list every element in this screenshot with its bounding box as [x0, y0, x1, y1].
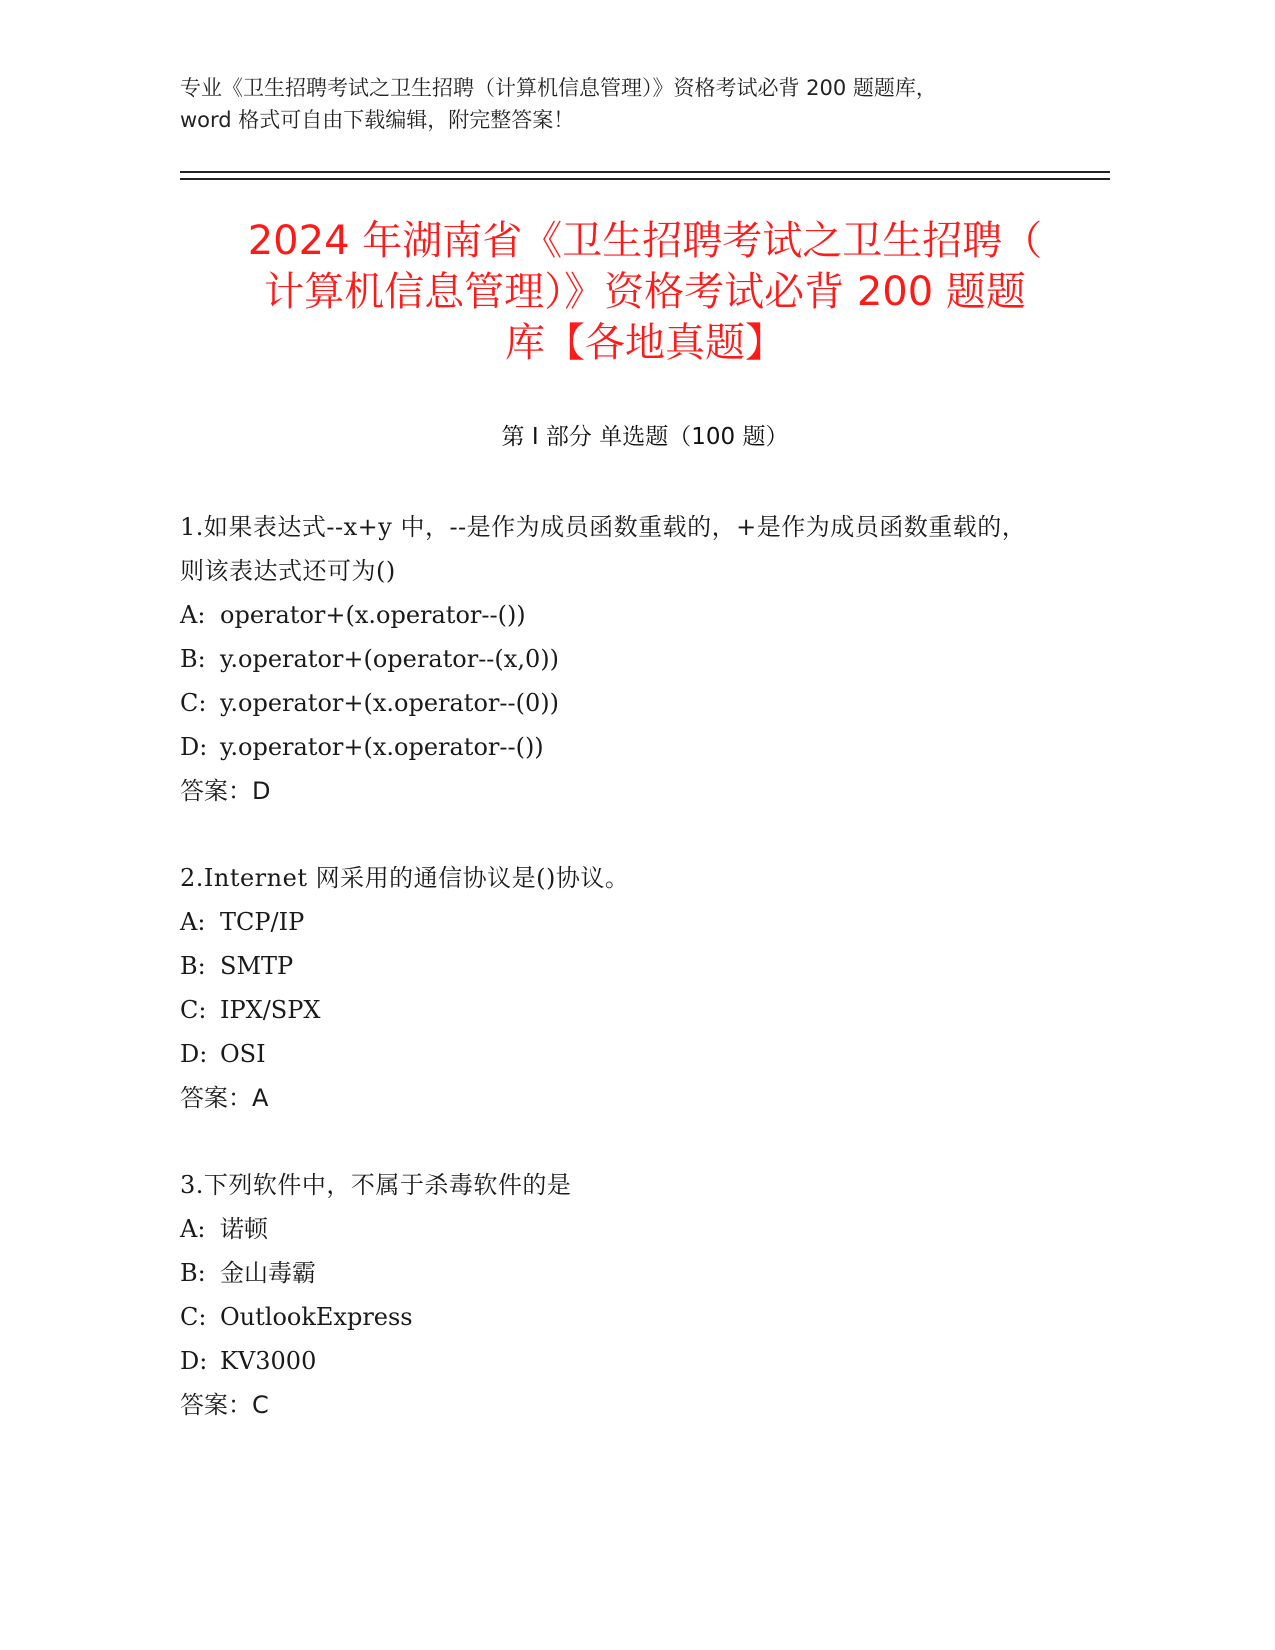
option-text: y.operator+(operator--(x,0)): [220, 645, 559, 673]
option-text: IPX/SPX: [220, 996, 321, 1024]
option-a: [180, 1207, 1040, 1251]
option-a: [180, 900, 1040, 944]
option-letter: D:: [180, 1040, 208, 1068]
option-letter: B:: [180, 645, 206, 673]
question-stem: 3.下列软件中，不属于杀毒软件的是: [180, 1171, 572, 1199]
document-title: [170, 216, 1120, 369]
header-divider-bottom: [180, 178, 1110, 180]
option-text: 诺顿: [220, 1215, 268, 1243]
option-letter: B:: [180, 1259, 206, 1287]
option-letter: C:: [180, 996, 207, 1024]
answer: 答案：D: [180, 777, 271, 805]
option-b: [180, 637, 1040, 681]
question-stem: 2.Internet 网采用的通信协议是()协议。: [180, 864, 630, 892]
title-line-2: 计算机信息管理）》资格考试必背 200 题题: [264, 269, 1026, 315]
option-b: [180, 1251, 1040, 1295]
header-divider-top: [180, 171, 1110, 173]
section-heading: 第 I 部分 单选题（100 题）: [501, 424, 789, 450]
option-letter: D:: [180, 733, 208, 761]
title-line-3: 库【各地真题】: [505, 320, 785, 366]
option-text: y.operator+(x.operator--()): [220, 733, 544, 761]
question-list: [180, 505, 1040, 1470]
option-d: [180, 725, 1040, 769]
answer: 答案：C: [180, 1391, 269, 1419]
option-c: [180, 1295, 1040, 1339]
option-text: OutlookExpress: [220, 1303, 413, 1331]
option-text: operator+(x.operator--()): [220, 601, 526, 629]
option-c: [180, 681, 1040, 725]
option-letter: A:: [180, 1215, 206, 1243]
title-line-1: 2024 年湖南省《卫生招聘考试之卫生招聘（: [247, 218, 1043, 264]
option-b: [180, 944, 1040, 988]
header-line-2: word 格式可自由下载编辑，附完整答案！: [180, 108, 575, 132]
answer: 答案：A: [180, 1084, 269, 1112]
option-c: [180, 988, 1040, 1032]
option-d: [180, 1032, 1040, 1076]
option-letter: A:: [180, 908, 206, 936]
option-d: [180, 1339, 1040, 1383]
option-text: 金山毒霸: [220, 1259, 316, 1287]
option-letter: D:: [180, 1347, 208, 1375]
question-3: [180, 1163, 1040, 1427]
option-text: TCP/IP: [220, 908, 305, 936]
question-1: [180, 505, 1040, 813]
option-text: OSI: [220, 1040, 266, 1068]
option-text: KV3000: [220, 1347, 317, 1375]
option-text: SMTP: [220, 952, 294, 980]
option-text: y.operator+(x.operator--(0)): [220, 689, 559, 717]
option-letter: C:: [180, 1303, 207, 1331]
header-line-1: 专业《卫生招聘考试之卫生招聘（计算机信息管理）》资格考试必背 200 题题库，: [180, 76, 937, 100]
option-letter: A:: [180, 601, 206, 629]
document-header: [180, 72, 1110, 136]
option-letter: B:: [180, 952, 206, 980]
question-2: [180, 856, 1040, 1120]
option-a: [180, 593, 1040, 637]
option-letter: C:: [180, 689, 207, 717]
question-stem: 1.如果表达式--x+y 中，--是作为成员函数重载的，+是作为成员函数重载的，则该表达式还可为(): [180, 513, 1027, 585]
